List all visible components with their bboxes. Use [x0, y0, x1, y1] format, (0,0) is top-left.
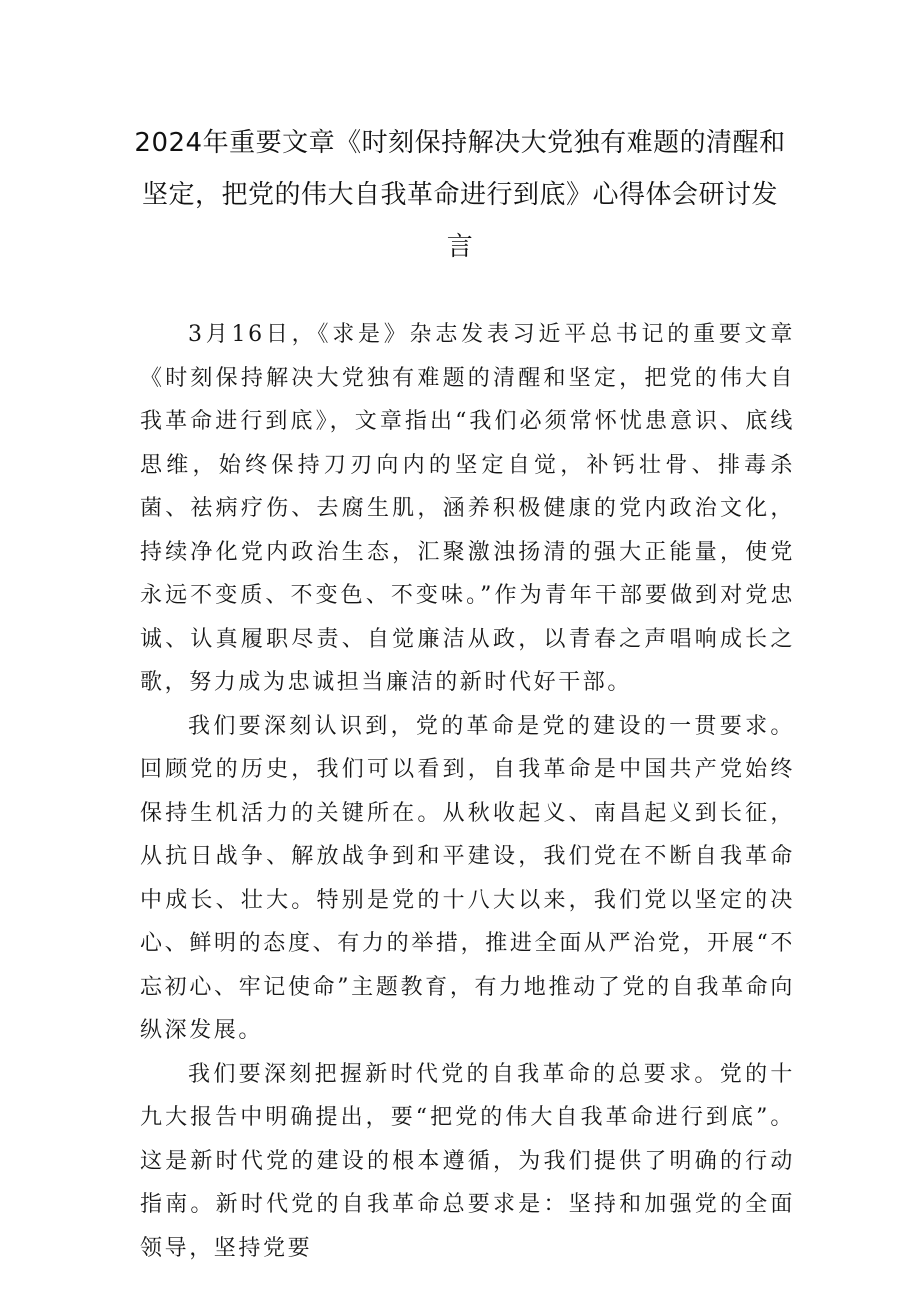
paragraph-2: 我们要深刻认识到，党的革命是党的建设的一贯要求。回顾党的历史，我们可以看到，自我革命是中国共产党始终保持生机活力的关键所在。从秋收起义、南昌起义到长征，从抗日战争、解放战争到和平建设，我们党在不断自我革命中成长、壮大。特别是党的十八大以来，我们党以坚定的决心、鲜明的态度、有力的举措，推进全面从严治党，开展“不忘初心、牢记使命”主题教育，有力地推动了党的自我革命向纵深发展。 — [140, 713, 795, 1043]
document-title: 2024年重要文章《时刻保持解决大党独有难题的清醒和坚定，把党的伟大自我革命进行到底》心得体会研讨发言 — [134, 128, 786, 262]
paragraph-3: 我们要深刻把握新时代党的自我革命的总要求。党的十九大报告中明确提出，要“把党的伟大自我革命进行到底”。这是新时代党的建设的根本遵循，为我们提供了明确的行动指南。新时代党的自我革命总要求是：坚持和加强党的全面领导，坚持党要 — [140, 1061, 795, 1261]
paragraph-1: 3月16日，《求是》杂志发表习近平总书记的重要文章《时刻保持解决大党独有难题的清醒和坚定，把党的伟大自我革命进行到底》，文章指出“我们必须常怀忧患意识、底线思维，始终保持刀刃向内的坚定自觉，补钙壮骨、排毒杀菌、祛病疗伤、去腐生肌，涵养积极健康的党内政治文化，持续净化党内政治生态，汇聚激浊扬清的强大正能量，使党永远不变质、不变色、不变味。”作为青年干部要做到对党忠诚、认真履职尽责、自觉廉洁从政，以青春之声唱响成长之歌，努力成为忠诚担当廉洁的新时代好干部。 — [140, 322, 795, 695]
document-body — [140, 313, 795, 1270]
